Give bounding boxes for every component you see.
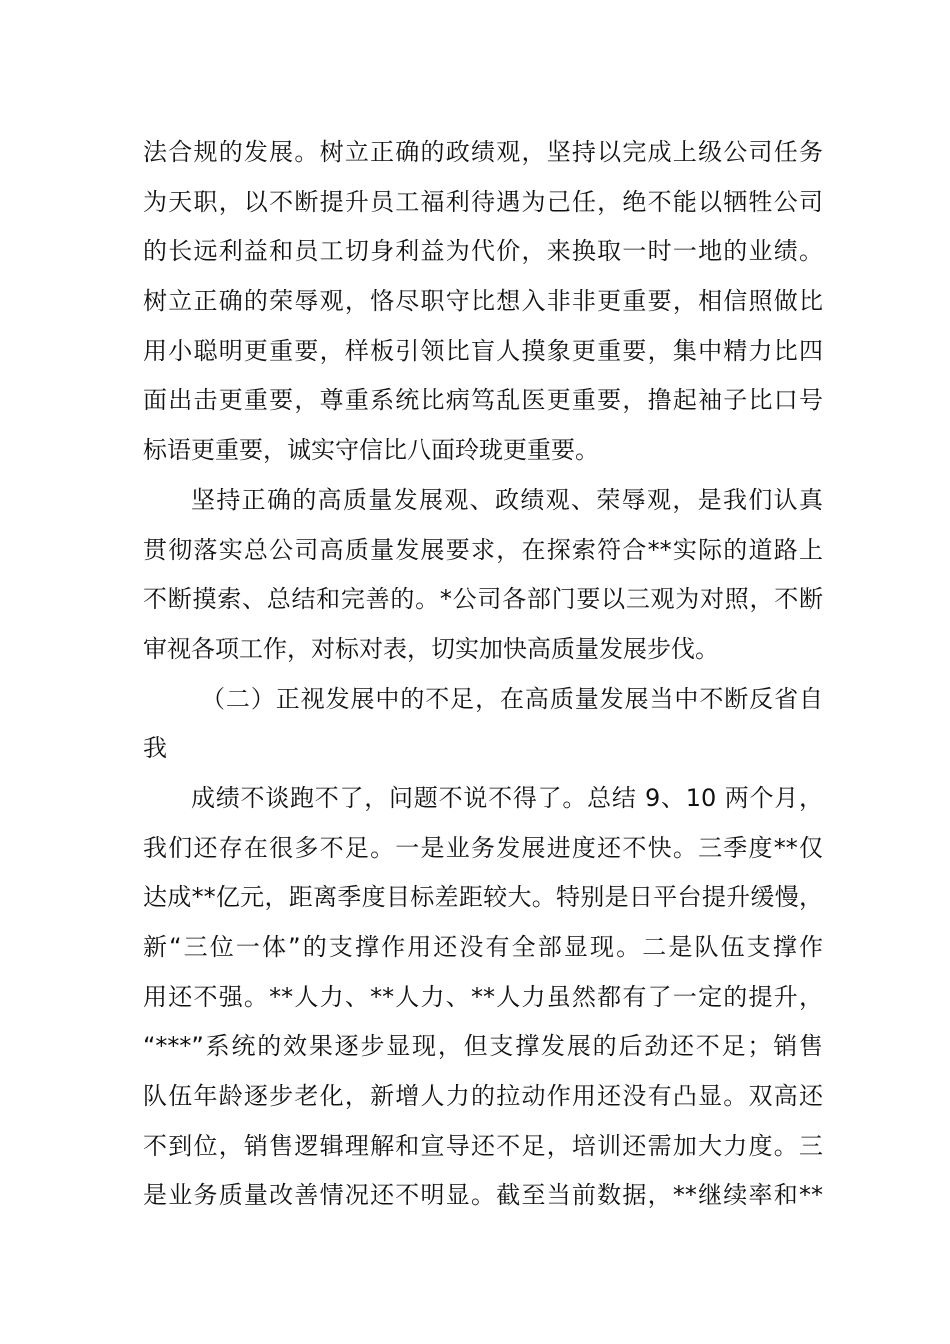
text-line: 用还不强。**人力、**人力、**人力虽然都有了一定的提升， <box>143 982 823 1011</box>
text-line: 我们还存在很多不足。一是业务发展进度还不快。三季度**仅 <box>143 833 823 862</box>
text-line: 不断摸索、总结和完善的。*公司各部门要以三观为对照，不断 <box>143 585 823 614</box>
body-text <box>143 128 823 1221</box>
paragraph-first-line: 坚持正确的高质量发展观、政绩观、荣辱观，是我们认真 <box>191 485 823 514</box>
text-line: 队伍年龄逐步老化，新增人力的拉动作用还没有凸显。双高还 <box>143 1082 823 1111</box>
section-heading-continued: 我 <box>143 734 167 763</box>
text-line: 达成**亿元，距离季度目标差距较大。特别是日平台提升缓慢， <box>143 883 823 912</box>
text-line: 审视各项工作，对标对表，切实加快高质量发展步伐。 <box>143 634 719 663</box>
text-line: 用小聪明更重要，样板引领比盲人摸象更重要，集中精力比四 <box>143 336 823 365</box>
paragraph-first-line: 成绩不谈跑不了，问题不说不得了。总结 9、10 两个月， <box>191 783 823 812</box>
text-line: 树立正确的荣辱观，恪尽职守比想入非非更重要，相信照做比 <box>143 287 823 316</box>
text-line: 标语更重要，诚实守信比八面玲珑更重要。 <box>143 436 599 465</box>
text-line: 的长远利益和员工切身利益为代价，来换取一时一地的业绩。 <box>143 237 823 266</box>
text-line: 法合规的发展。树立正确的政绩观，坚持以完成上级公司任务 <box>143 138 823 166</box>
text-line: 新“三位一体”的支撑作用还没有全部显现。二是队伍支撑作 <box>143 933 823 961</box>
text-line: 是业务质量改善情况还不明显。截至当前数据，**继续率和** <box>143 1181 823 1210</box>
text-line: “***”系统的效果逐步显现，但支撑发展的后劲还不足；销售 <box>143 1032 823 1061</box>
section-heading: （二）正视发展中的不足，在高质量发展当中不断反省自 <box>201 684 823 713</box>
text-line: 面出击更重要，尊重系统比病笃乱医更重要，撸起袖子比口号 <box>143 386 823 415</box>
text-line: 不到位，销售逻辑理解和宣导还不足，培训还需加大力度。三 <box>143 1131 823 1160</box>
text-line: 为天职，以不断提升员工福利待遇为己任，绝不能以牺牲公司 <box>143 187 823 216</box>
text-line: 贯彻落实总公司高质量发展要求，在探索符合**实际的道路上 <box>143 535 823 564</box>
